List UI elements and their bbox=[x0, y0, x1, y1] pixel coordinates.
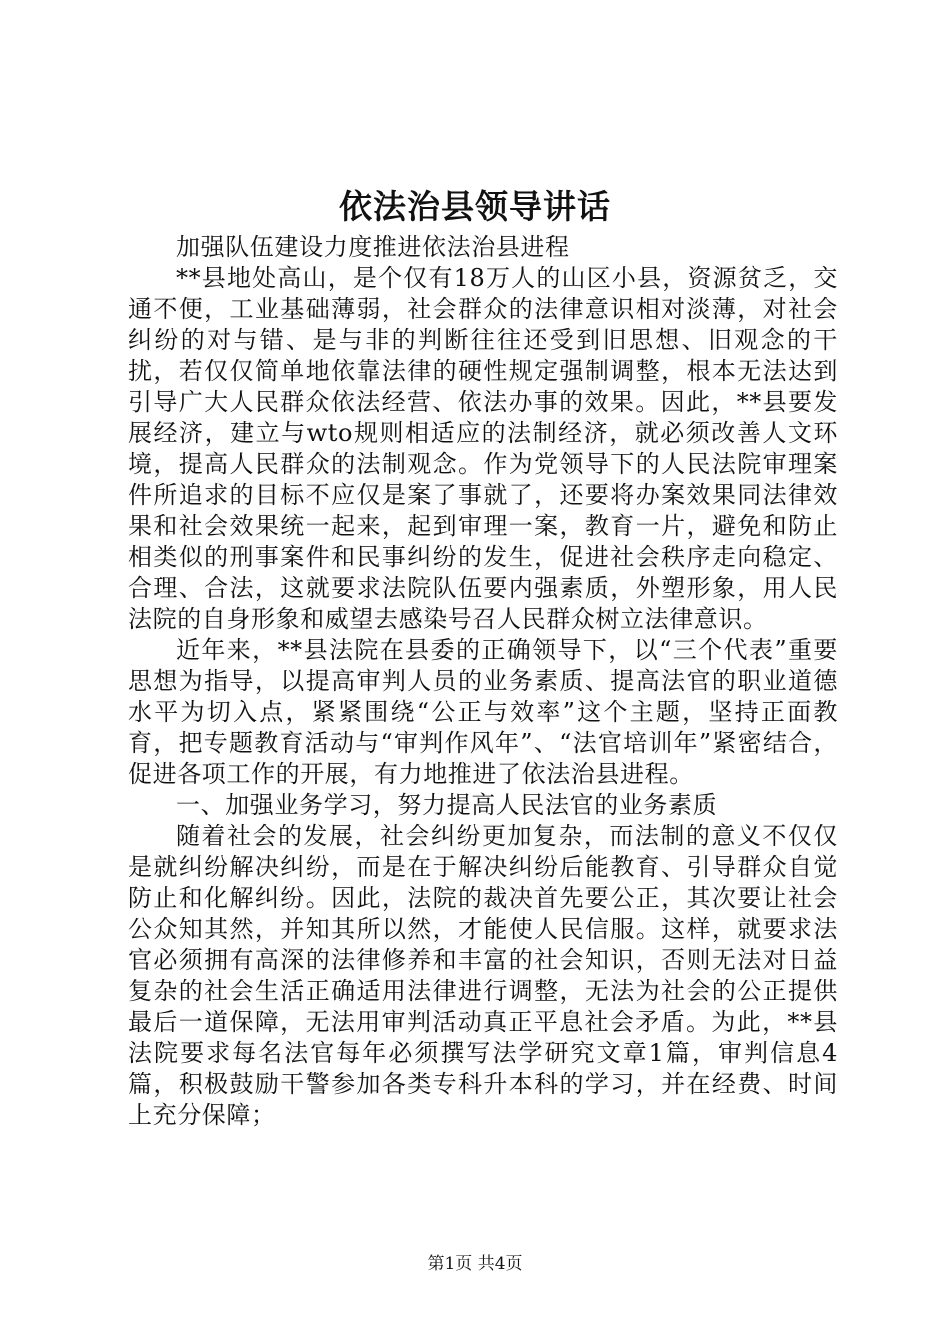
page-number-footer: 第1页 共4页 bbox=[427, 1254, 523, 1274]
document-body bbox=[128, 232, 838, 1131]
paragraph: 随着社会的发展，社会纠纷更加复杂，而法制的意义不仅仅是就纠纷解决纠纷，而是在于解决纠纷后能教育、引导群众自觉防止和化解纠纷。因此，法院的裁决首先要公正，其次要让社会公众知其然，并知其所以然，才能使人民信服。这样，就要求法官必须拥有高深的法律修养和丰富的社会知识，否则无法对日益复杂的社会生活正确适用法律进行调整，无法为社会的公正提供最后一道保障，无法用审判活动真正平息社会矛盾。为此，**县法院要求每名法官每年必须撰写法学研究文章1篇，审判信息4篇，积极鼓励干警参加各类专科升本科的学习，并在经费、时间上充分保障； bbox=[128, 822, 838, 1129]
paragraph: 近年来，**县法院在县委的正确领导下，以“三个代表”重要思想为指导，以提高审判人员的业务素质、提高法官的职业道德水平为切入点，紧紧围绕“公正与效率”这个主题，坚持正面教育，把专题教育活动与“审判作风年”、“法官培训年”紧密结合，促进各项工作的开展，有力地推进了依法治县进程。 bbox=[128, 636, 838, 788]
section-heading: 一、加强业务学习，努力提高人民法官的业务素质 bbox=[176, 791, 718, 819]
document-title: 依法治县领导讲话 bbox=[339, 187, 611, 226]
paragraph-subtitle: 加强队伍建设力度推进依法治县进程 bbox=[176, 233, 570, 261]
paragraph: **县地处高山，是个仅有18万人的山区小县，资源贫乏，交通不便，工业基础薄弱，社会群众的法律意识相对淡薄，对社会纠纷的对与错、是与非的判断往往还受到旧思想、旧观念的干扰，若仅仅简单地依靠法律的硬性规定强制调整，根本无法达到引导广大人民群众依法经营、依法办事的效果。因此，**县要发展经济，建立与wto规则相适应的法制经济，就必须改善人文环境，提高人民群众的法制观念。作为党领导下的人民法院审理案件所追求的目标不应仅是案了事就了，还要将办案效果同法律效果和社会效果统一起来，起到审理一案，教育一片，避免和防止相类似的刑事案件和民事纠纷的发生，促进社会秩序走向稳定、合理、合法，这就要求法院队伍要内强素质，外塑形象，用人民法院的自身形象和威望去感染号召人民群众树立法律意识。 bbox=[128, 264, 838, 633]
